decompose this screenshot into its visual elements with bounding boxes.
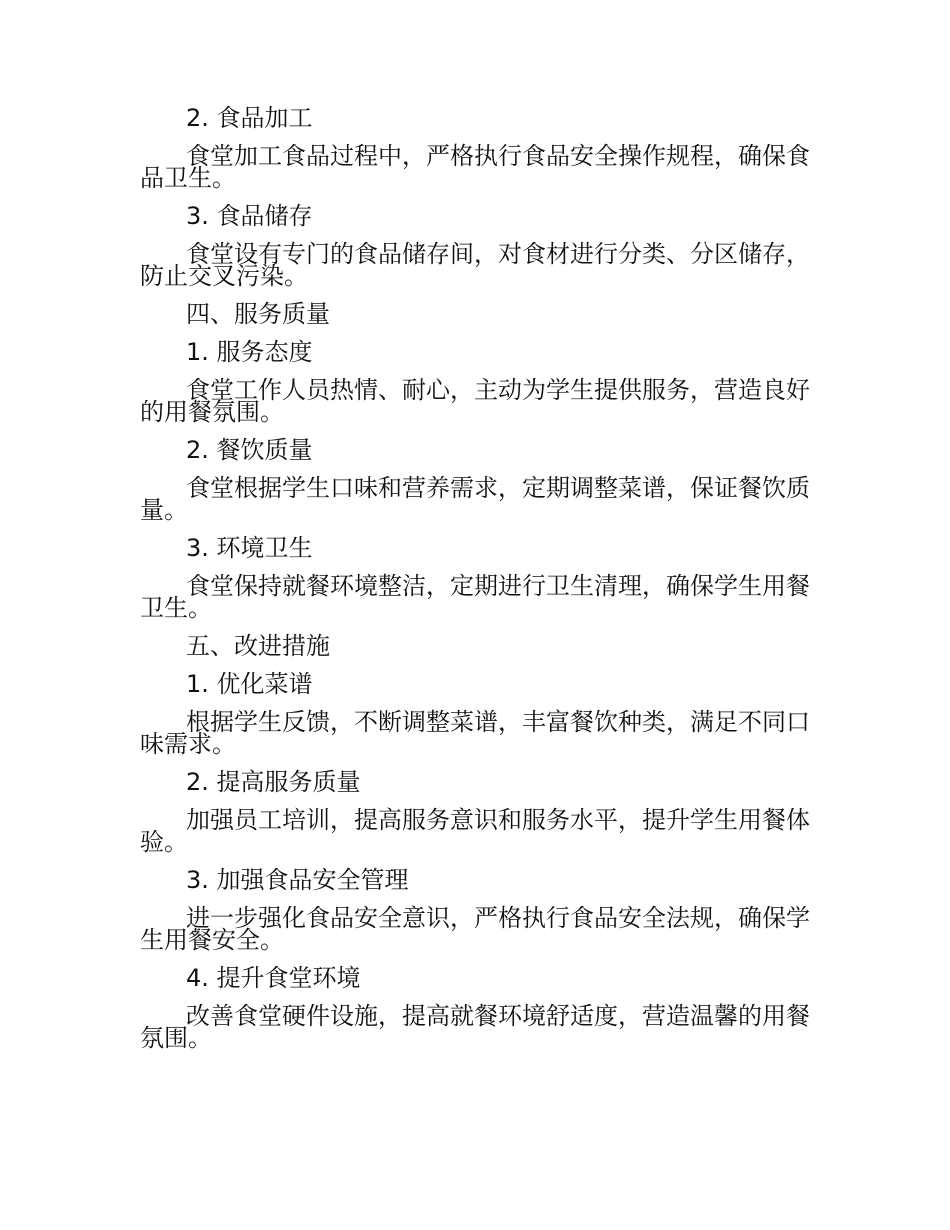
document-body — [140, 103, 810, 1061]
paragraph-environment-hygiene: 食堂保持就餐环境整洁，定期进行卫生清理，确保学生用餐卫生。 — [140, 572, 810, 622]
paragraph-service-attitude: 食堂工作人员热情、耐心，主动为学生提供服务，营造良好的用餐氛围。 — [140, 376, 810, 426]
chapter-heading-service-quality: 四、服务质量 — [186, 300, 330, 328]
paragraph-food-storage: 食堂设有专门的食品储存间，对食材进行分类、分区储存，防止交叉污染。 — [140, 240, 810, 290]
section-heading-catering-quality: 2. 餐饮质量 — [186, 436, 313, 464]
section-heading-food-processing: 2. 食品加工 — [186, 104, 313, 132]
section-heading-canteen-environment: 4. 提升食堂环境 — [186, 964, 361, 992]
section-heading-food-storage: 3. 食品储存 — [186, 202, 313, 230]
section-heading-environment-hygiene: 3. 环境卫生 — [186, 534, 313, 562]
section-heading-service-attitude: 1. 服务态度 — [186, 338, 313, 366]
section-heading-improve-service: 2. 提高服务质量 — [186, 768, 361, 796]
chapter-heading-improvements: 五、改进措施 — [186, 632, 330, 660]
paragraph-optimize-menu: 根据学生反馈，不断调整菜谱，丰富餐饮种类，满足不同口味需求。 — [140, 708, 810, 758]
paragraph-food-processing: 食堂加工食品过程中，严格执行食品安全操作规程，确保食品卫生。 — [140, 142, 810, 192]
section-heading-optimize-menu: 1. 优化菜谱 — [186, 670, 313, 698]
paragraph-food-safety: 进一步强化食品安全意识，严格执行食品安全法规，确保学生用餐安全。 — [140, 904, 810, 954]
section-heading-food-safety: 3. 加强食品安全管理 — [186, 866, 409, 894]
paragraph-improve-service: 加强员工培训，提高服务意识和服务水平，提升学生用餐体验。 — [140, 806, 810, 856]
paragraph-canteen-environment: 改善食堂硬件设施，提高就餐环境舒适度，营造温馨的用餐氛围。 — [140, 1002, 810, 1052]
paragraph-catering-quality: 食堂根据学生口味和营养需求，定期调整菜谱，保证餐饮质量。 — [140, 474, 810, 524]
